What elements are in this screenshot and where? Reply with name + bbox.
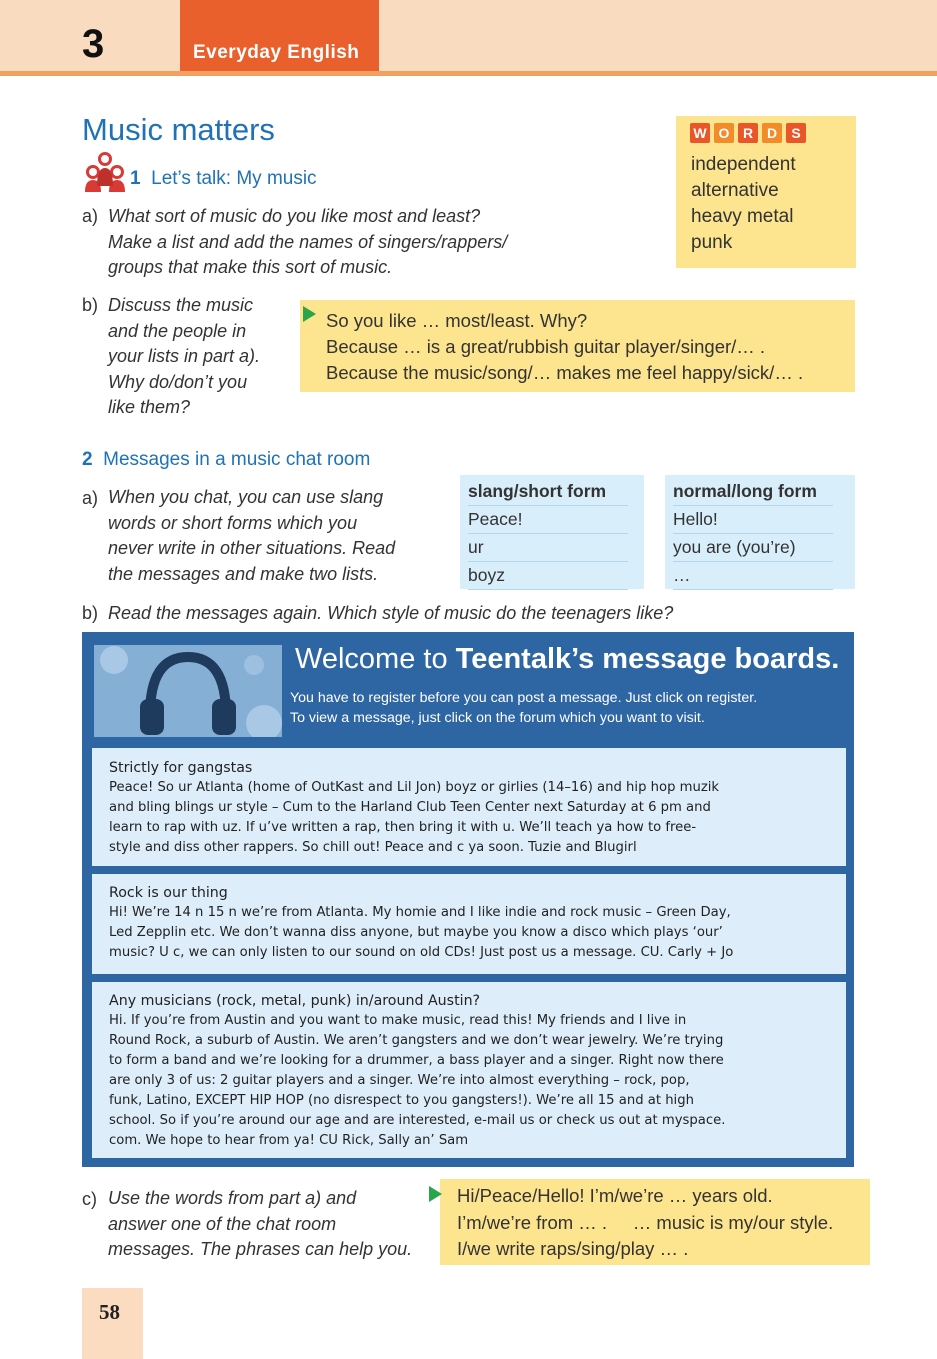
instruction-line: messages. The phrases can help you. bbox=[108, 1239, 413, 1259]
phrase-line: So you like … most/least. Why? bbox=[326, 310, 588, 331]
section-1-number: 1 bbox=[130, 168, 141, 189]
page-title: Music matters bbox=[82, 112, 275, 147]
words-tile: R bbox=[738, 123, 758, 143]
message-title[interactable]: Rock is our thing bbox=[109, 885, 228, 901]
instruction-line: answer one of the chat room bbox=[108, 1213, 337, 1234]
message-line: are only 3 of us: 2 guitar players and a singer. We’re into almost everything – rock, pop, bbox=[109, 1073, 690, 1088]
phrase-line: Hi/Peace/Hello! I’m/we’re … years old. bbox=[457, 1185, 773, 1206]
part-2a-instructions bbox=[108, 485, 395, 587]
headphones-image bbox=[94, 645, 282, 737]
message-line: and bling blings ur style – Cum to the Harland Club Teen Center next Saturday at 6 pm and bbox=[109, 800, 711, 815]
message-line: learn to rap with uz. If u’ve written a rap, then bring it with u. We’ll teach ya how to free- bbox=[109, 820, 697, 835]
slang-item: Peace! bbox=[468, 506, 628, 534]
section-2-title: Messages in a music chat room bbox=[103, 449, 371, 470]
instruction-line: and the people in bbox=[108, 320, 247, 341]
word-item: independent bbox=[691, 154, 796, 175]
play-arrow-icon bbox=[303, 306, 316, 322]
play-arrow-icon bbox=[429, 1186, 442, 1202]
message-line: Hi. If you’re from Austin and you want to make music, read this! My friends and I live in bbox=[109, 1013, 687, 1028]
slang-header: slang/short form bbox=[468, 478, 628, 506]
phrase-line: I’m/we’re from … . … music is my/our style. bbox=[457, 1211, 834, 1233]
section-2-number: 2 bbox=[82, 449, 93, 470]
instruction-line: like them? bbox=[108, 397, 191, 417]
section-1-title: Let’s talk: My music bbox=[151, 168, 317, 189]
message-line: Hi! We’re 14 n 15 n we’re from Atlanta. My homie and I like indie and rock music – Green Day, bbox=[109, 905, 731, 920]
board-welcome-title bbox=[295, 643, 839, 676]
message-title[interactable]: Strictly for gangstas bbox=[109, 760, 253, 776]
message-line: Led Zepplin etc. We don’t wanna diss anyone, but maybe you know a disco which plays ‘our’ bbox=[109, 925, 723, 940]
phrase-line: Because the music/song/… makes me feel happy/sick/… . bbox=[326, 362, 804, 383]
message-content bbox=[109, 883, 733, 963]
subtitle-line: You have to register before you can post a message. Just click on register. bbox=[290, 690, 758, 706]
phrases-text bbox=[457, 1183, 833, 1263]
instruction-line: Why do/don’t you bbox=[108, 371, 248, 392]
instruction-line: What sort of music do you like most and least? bbox=[108, 206, 481, 226]
instruction-line: groups that make this sort of music. bbox=[108, 257, 393, 277]
slang-item: ur bbox=[468, 534, 628, 562]
part-a-label: a) bbox=[82, 206, 99, 226]
normal-list-box bbox=[665, 475, 855, 589]
instruction-line: When you chat, you can use slang bbox=[108, 487, 384, 507]
part-a-label: a) bbox=[82, 488, 99, 508]
part-b-label: b) bbox=[82, 603, 99, 623]
instruction-line: words or short forms which you bbox=[108, 512, 358, 533]
instruction-line: Use the words from part a) and bbox=[108, 1188, 357, 1208]
words-tile: W bbox=[690, 123, 710, 143]
section-2-heading bbox=[82, 449, 370, 471]
chapter-tab-label: Everyday English bbox=[193, 42, 360, 63]
part-c-label: c) bbox=[82, 1189, 97, 1209]
message-title[interactable]: Any musicians (rock, metal, punk) in/around Austin? bbox=[109, 993, 481, 1009]
instruction-line: Make a list and add the names of singers/rappers/ bbox=[108, 231, 508, 252]
subtitle-line: To view a message, just click on the forum which you want to visit. bbox=[290, 710, 705, 726]
part-2c-instructions bbox=[108, 1186, 412, 1263]
section-1-heading bbox=[130, 168, 317, 190]
normal-item: Hello! bbox=[673, 506, 833, 534]
chapter-header-bar bbox=[0, 0, 937, 76]
phrases-text bbox=[326, 308, 803, 386]
normal-item: you are (you’re) bbox=[673, 534, 833, 562]
chapter-number: 3 bbox=[82, 22, 105, 66]
talk-people-icon bbox=[83, 150, 127, 192]
message-line: to form a band and we’re looking for a drummer, a bass player and a singer. Right now there bbox=[109, 1053, 724, 1068]
part-2b-instructions: Read the messages again. Which style of music do the teenagers like? bbox=[108, 603, 674, 623]
message-line: Round Rock, a suburb of Austin. We aren’t gangsters and we don’t wear jewelry. We’re trying bbox=[109, 1033, 724, 1048]
welcome-prefix: Welcome to bbox=[295, 643, 456, 675]
normal-list bbox=[673, 478, 833, 590]
part-1a-instructions bbox=[108, 204, 507, 281]
normal-item: … bbox=[673, 562, 833, 590]
instruction-line: your lists in part a). bbox=[108, 346, 261, 366]
message-line: com. We hope to hear from ya! CU Rick, Sally an’ Sam bbox=[109, 1133, 469, 1148]
message-line: music? U c, we can only listen to our sound on old CDs! Just post us a message. CU. Carly + Jo bbox=[109, 945, 734, 960]
part-b-label: b) bbox=[82, 295, 99, 315]
word-item: punk bbox=[691, 232, 733, 253]
message-content bbox=[109, 758, 719, 858]
words-tile: O bbox=[714, 123, 734, 143]
part-1b-instructions bbox=[108, 293, 260, 421]
words-tile: S bbox=[786, 123, 806, 143]
words-tiles bbox=[690, 123, 810, 143]
word-item: heavy metal bbox=[691, 206, 794, 227]
words-tile: D bbox=[762, 123, 782, 143]
phrase-line: Because … is a great/rubbish guitar player/singer/… . bbox=[326, 336, 766, 357]
page-number: 58 bbox=[99, 1300, 120, 1324]
phrase-line: I/we write raps/sing/play … . bbox=[457, 1238, 689, 1259]
word-item: alternative bbox=[691, 180, 779, 201]
words-list bbox=[691, 152, 796, 256]
message-line: school. So if you’re around our age and are interested, e-mail us or check us out at myspace. bbox=[109, 1113, 726, 1128]
instruction-line: the messages and make two lists. bbox=[108, 563, 379, 584]
instruction-line: Discuss the music bbox=[108, 295, 254, 315]
message-line: style and diss other rappers. So chill out! Peace and c ya soon. Tuzie and Blugirl bbox=[109, 840, 637, 855]
header-divider bbox=[0, 71, 937, 76]
board-welcome-subtitle bbox=[290, 688, 757, 728]
normal-header: normal/long form bbox=[673, 478, 833, 506]
slang-item: boyz bbox=[468, 562, 628, 590]
message-content bbox=[109, 991, 725, 1151]
welcome-bold: Teentalk’s message boards. bbox=[455, 643, 840, 675]
message-line: Peace! So ur Atlanta (home of OutKast and Lil Jon) boyz or girlies (14–16) and hip hop muzik bbox=[109, 780, 720, 795]
slang-list-box bbox=[460, 475, 644, 589]
message-line: funk, Latino, EXCEPT HIP HOP (no disrespect to you gangsters!). We’re all 15 and at high bbox=[109, 1093, 694, 1108]
instruction-line: never write in other situations. Read bbox=[108, 538, 396, 558]
slang-list bbox=[468, 478, 628, 590]
